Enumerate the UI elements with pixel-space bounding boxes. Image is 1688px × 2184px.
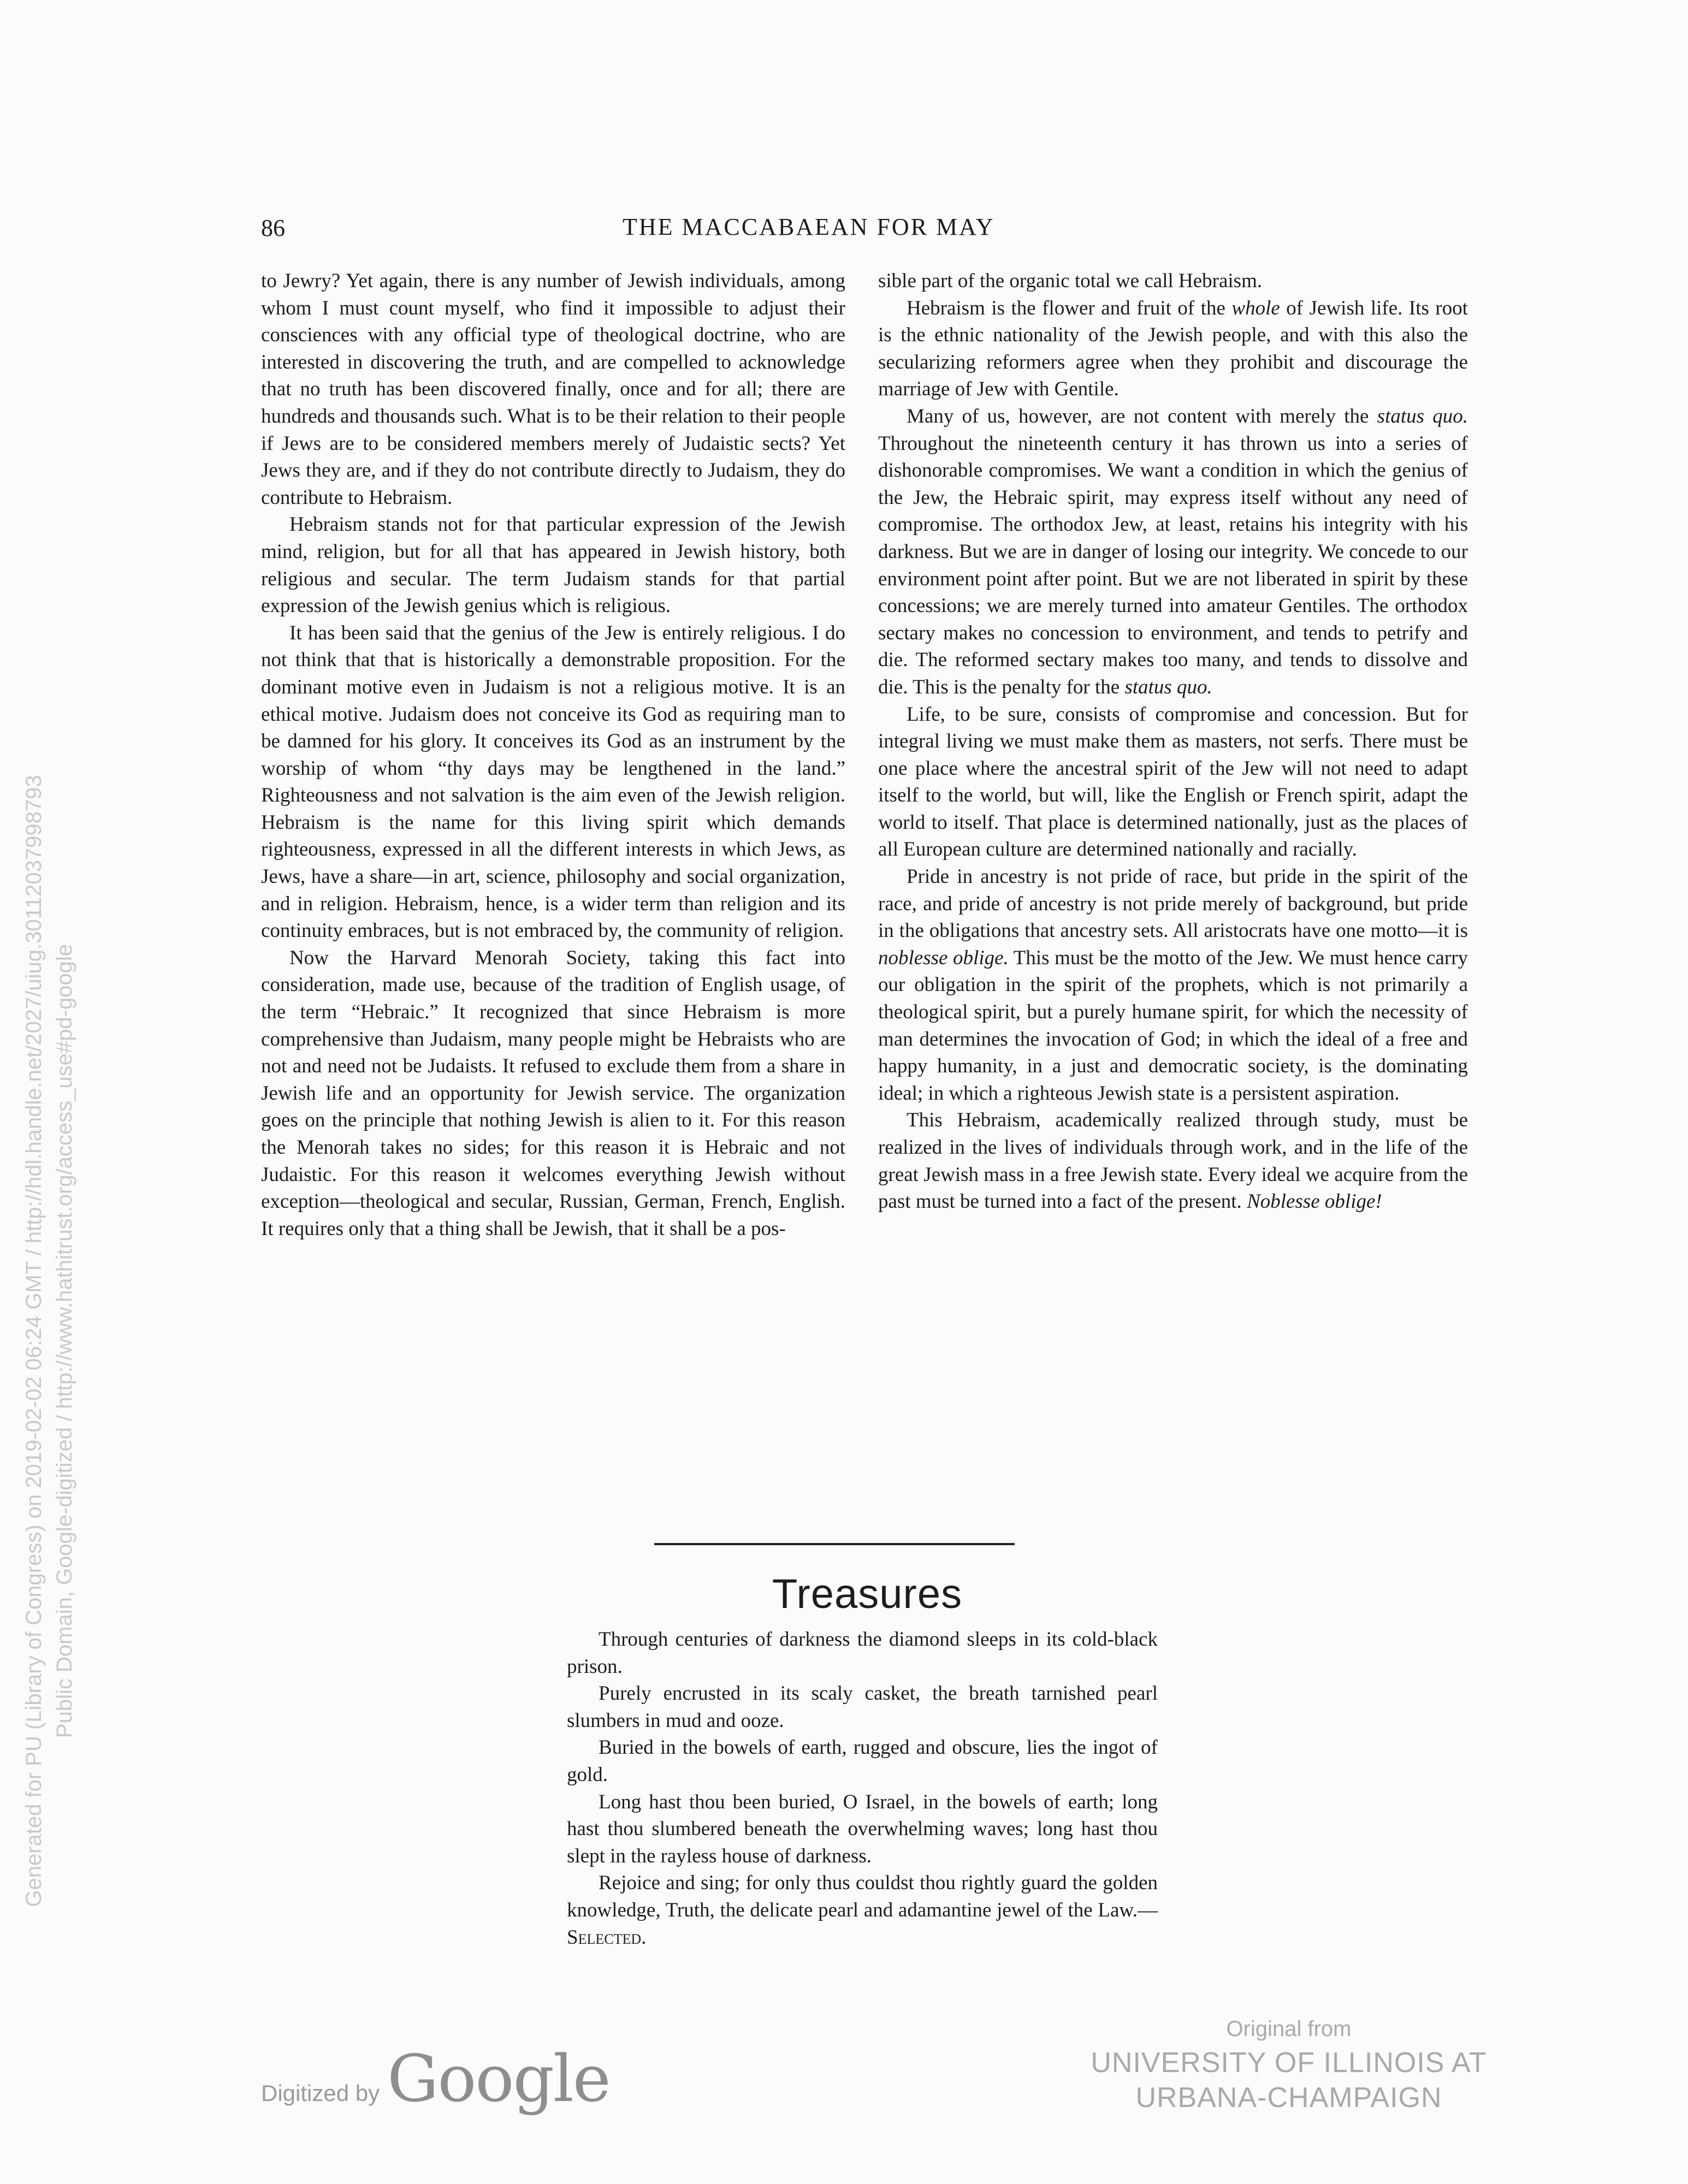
text-run: of Jewish life. Its root is the ethnic nationality of the Jewish people, and with this also the secularizing reformers agree when they prohibit and discourage the marriage of Jew with Gentile.: [878, 296, 1468, 401]
section-divider: [654, 1543, 1015, 1545]
emphasis: noblesse oblige.: [878, 946, 1009, 969]
watermark-line: Generated for PU (Library of Congress) on 2019-02-02 06:24 GMT / http://hdl.handle.net/2027/uiug.30112037998793: [22, 775, 46, 1907]
text-run: This must be the motto of the Jew. We must hence carry our obligation in the spirit of the prophets, which is not primarily a theological spirit, but a purely humane spirit, for which the necessity of man determines the invocation of God; in which the ideal of a free and happy humanity, in a just and democratic society, is the dominating ideal; in which a righteous Jewish state is a persistent aspiration.: [878, 946, 1468, 1105]
emphasis: status quo.: [1377, 405, 1468, 428]
emphasis: whole: [1231, 296, 1280, 319]
google-logo: Google: [387, 2041, 610, 2116]
text-run: Many of us, however, are not content with merely the: [907, 405, 1377, 428]
signature: Selected.: [567, 1926, 647, 1949]
poem-stanza: Buried in the bowels of earth, rugged and obscure, lies the ingot of gold.: [567, 1736, 1158, 1786]
right-column: [878, 268, 1468, 1215]
paragraph: Now the Harvard Menorah Society, taking this fact into consideration, made use, because of the tradition of English usage, of the term “Hebraic.” It recognized that since Hebraism is more comprehensive than Judaism, many people might be Hebraists who are not and need not be Judaists. It refused to exclude them from a share in Jewish life and an opportunity for Jewish service. The organization goes on the principle that nothing Jewish is alien to it. For this reason the Menorah takes no sides; for this reason it is Hebraic and not Judaistic. For this reason it welcomes everything Jewish without exception—theological and secular, Russian, German, French, English. It requires only that a thing shall be Jewish, that it shall be a pos-: [261, 946, 845, 1240]
poem-stanza: Through centuries of darkness the diamond sleeps in its cold-black prison.: [567, 1628, 1158, 1678]
paragraph: Hebraism stands not for that particular expression of the Jewish mind, religion, but for all that has appeared in Jewish history, both religious and secular. The term Judaism stands for that partial expression of the Jewish genius which is religious.: [261, 513, 845, 618]
paragraph: [878, 295, 1468, 403]
page-number: 86: [261, 215, 285, 241]
institution-name: URBANA-CHAMPAIGN: [1135, 2082, 1442, 2114]
text-run: Pride in ancestry is not pride of race, but pride in the spirit of the race, and pride of ancestry is not pride merely of background, but pride in the obligations that ancestry sets. All aristocrats have one motto—it is: [878, 865, 1468, 942]
paragraph: It has been said that the genius of the Jew is entirely religious. I do not think that that is historically a demonstrable proposition. For the dominant motive even in Judaism is not a religious motive. It is an ethical motive. Judaism does not conceive its God as requiring man to be damned for his glory. It conceives its God as an instrument by the worship of whom “thy days may be lengthened in the land.” Righteousness and not salvation is the aim even of the Jewish religion. Hebraism is the name for this living spirit which demands righteousness, expressed in all the different interests in which Jews, as Jews, have a share—in art, science, philosophy and social organization, and in religion. Hebraism, hence, is a wider term than religion and its continuity embraces, but is not embraced by, the community of religion.: [261, 621, 845, 942]
poem-stanza: Purely encrusted in its scaly casket, the breath tarnished pearl slumbers in mud and ooze.: [567, 1682, 1158, 1732]
emphasis: status quo.: [1124, 675, 1212, 698]
running-title: THE MACCABAEAN FOR MAY: [623, 213, 995, 240]
original-from-notice: [1065, 2013, 1513, 2115]
side-watermark: [19, 522, 80, 2160]
paragraph: [878, 863, 1468, 1107]
text-run: Throughout the nineteenth century it has thrown us into a series of dishonorable compromises. We want a condition in which the genius of the Jew, the Hebraic spirit, may express itself without any need of compromise. The orthodox Jew, at least, retains his integrity with his darkness. But we are in danger of losing our integrity. We concede to our environment point after point. But we are not liberated in spirit by these concessions; we are merely turned into amateur Gentiles. The orthodox sectary makes no concession to environment, and tends to petrify and die. The reformed sectary makes too many, and tends to dissolve and die. This is the penalty for the: [878, 432, 1468, 698]
institution-name: UNIVERSITY OF ILLINOIS AT: [1091, 2047, 1487, 2079]
paragraph: [878, 1107, 1468, 1215]
text-run: This Hebraism, academically realized through study, must be realized in the lives of individuals through work, and in the life of the great Jewish mass in a free Jewish state. Every ideal we acquire from the past must be turned into a fact of the present.: [878, 1109, 1468, 1213]
paragraph: Life, to be sure, consists of compromise and concession. But for integral living we must make them as masters, not serfs. There must be one place where the ancestral spirit of the Jew will not need to adapt itself to the world, but will, like the English or French spirit, adapt the world to itself. That place is determined nationally, just as the places of all European culture are determined nationally and racially.: [878, 703, 1468, 861]
digitized-by-notice: [261, 2041, 610, 2116]
section-title: Treasures: [772, 1571, 963, 1617]
left-column: [261, 268, 845, 1242]
treasures-poem: [567, 1626, 1158, 1951]
digitized-by-label: Digitized by: [261, 2080, 380, 2106]
paragraph: sible part of the organic total we call Hebraism.: [878, 270, 1263, 292]
text-run: Rejoice and sing; for only thus couldst thou rightly guard the golden knowledge, Truth, the delicate pearl and adamantine jewel of the Law.—: [567, 1872, 1158, 1921]
text-run: Hebraism is the flower and fruit of the: [907, 296, 1232, 319]
watermark-line: Public Domain, Google-digitized / http://www.hathitrust.org/access_use#pd-google: [52, 943, 76, 1738]
original-from-label: Original from: [1226, 2017, 1352, 2041]
paragraph: to Jewry? Yet again, there is any number of Jewish individuals, among whom I must count myself, who find it impossible to adjust their consciences with any official type of theological doctrine, who are interested in discovering the truth, and are compelled to acknowledge that no truth has been discovered finally, once and for all; there are hundreds and thousands such. What is to be their relation to their people if Jews are to be considered members merely of Judaistic sects? Yet Jews they are, and if they do not contribute directly to Judaism, they do contribute to Hebraism.: [261, 270, 845, 509]
poem-stanza: [567, 1870, 1158, 1951]
paragraph: [878, 403, 1468, 701]
emphasis: Noblesse oblige!: [1247, 1190, 1382, 1213]
poem-stanza: Long hast thou been buried, O Israel, in the bowels of earth; long hast thou slumbered beneath the overwhelming waves; long hast thou slept in the rayless house of darkness.: [567, 1790, 1158, 1867]
